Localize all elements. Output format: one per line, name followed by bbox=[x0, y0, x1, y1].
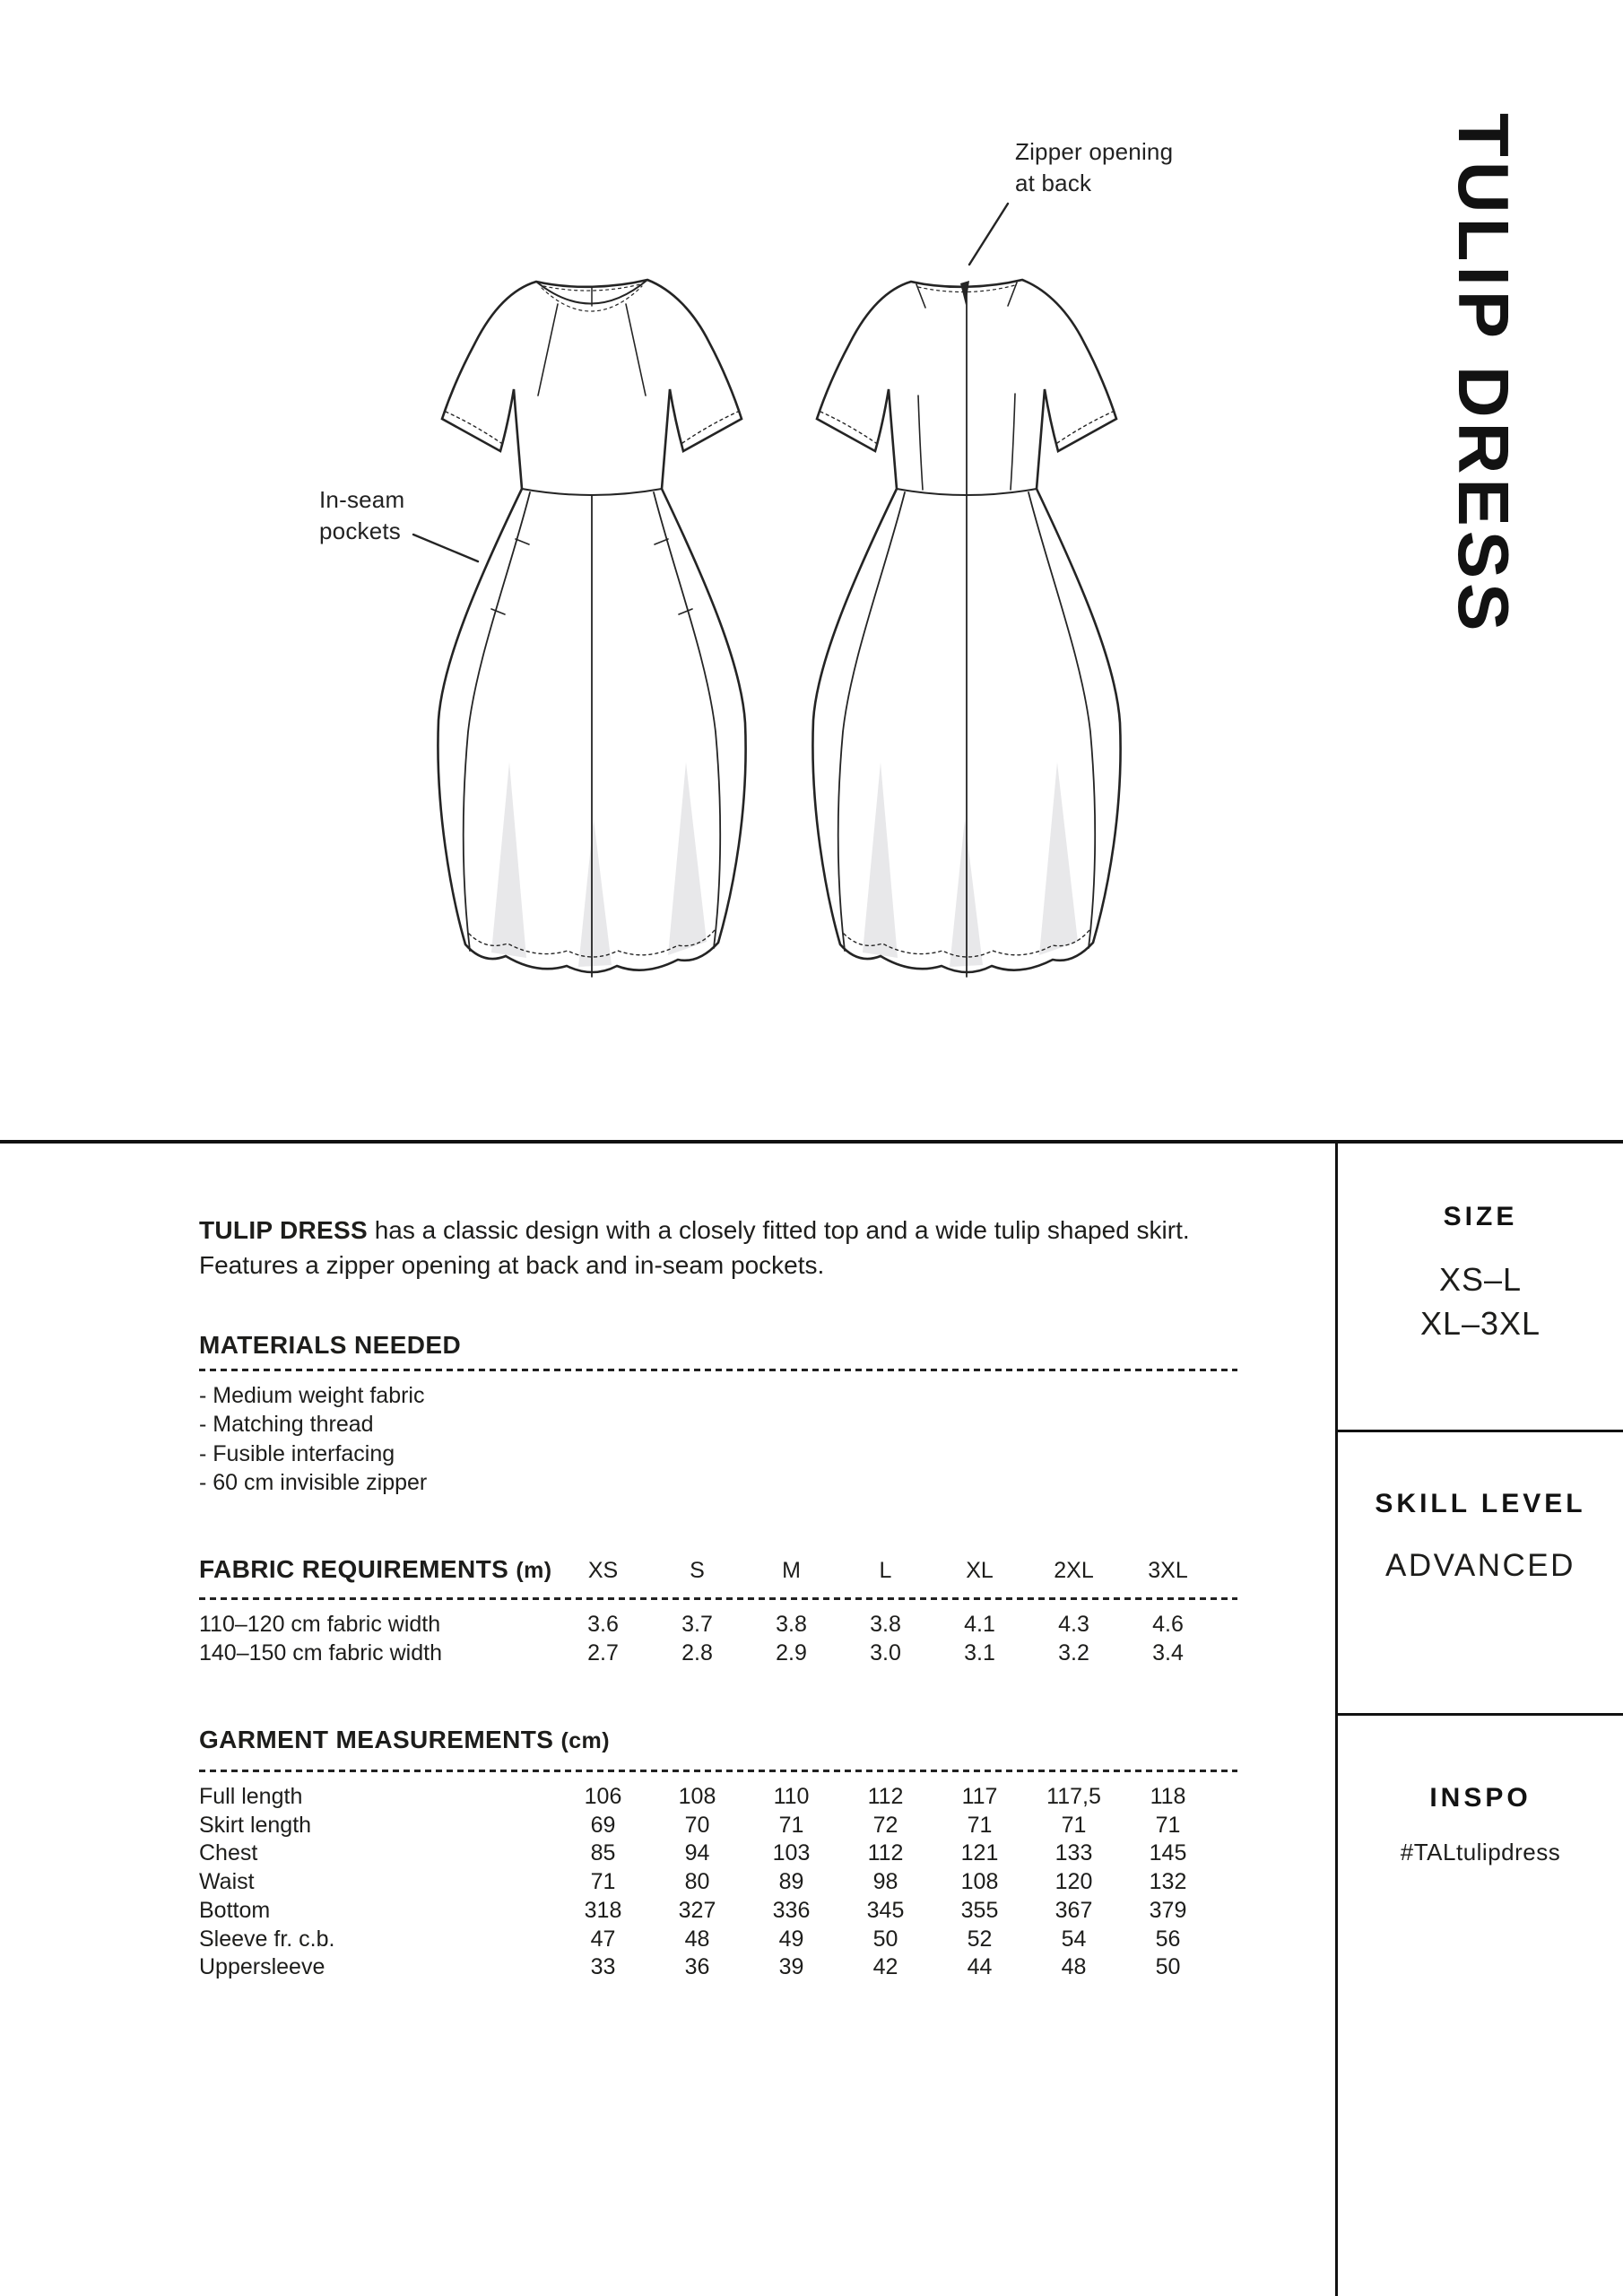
size-column-header: 2XL bbox=[1054, 1558, 1094, 1583]
size-column-header: S bbox=[690, 1558, 705, 1583]
description-body: has a classic design with a closely fitted top and a wide tulip shaped skirt. Features a zipper opening at back and in-seam pockets. bbox=[199, 1216, 1190, 1279]
sidebar-separator-1 bbox=[1338, 1430, 1623, 1432]
measurement-row-label: Waist bbox=[199, 1869, 255, 1895]
fabric-value-s: 2.8 bbox=[681, 1640, 713, 1665]
garment-measurements-unit: (cm) bbox=[560, 1728, 610, 1753]
fabric-value-l: 3.8 bbox=[870, 1612, 901, 1637]
measurement-value-s: 70 bbox=[684, 1812, 710, 1838]
materials-list bbox=[199, 1381, 427, 1498]
measurement-row-label: Skirt length bbox=[199, 1812, 312, 1838]
measurement-row-label: Chest bbox=[199, 1840, 258, 1866]
sidebar-skill-heading: SKILL LEVEL bbox=[1375, 1489, 1586, 1518]
materials-list-item: - Matching thread bbox=[199, 1412, 374, 1438]
annotation-pockets bbox=[319, 484, 404, 547]
fabric-value-l: 3.0 bbox=[870, 1640, 901, 1665]
fabric-table-row bbox=[199, 1639, 1221, 1667]
measurement-value-s: 80 bbox=[684, 1869, 710, 1895]
measurement-value-m: 89 bbox=[778, 1869, 804, 1895]
measurement-value-2xl: 71 bbox=[1061, 1812, 1087, 1838]
measurement-value-l: 98 bbox=[872, 1869, 898, 1895]
garment-measurements-table bbox=[199, 1783, 1221, 1982]
measurement-row-label: Sleeve fr. c.b. bbox=[199, 1926, 335, 1952]
measurement-value-2xl: 120 bbox=[1055, 1869, 1093, 1895]
measurement-value-l: 42 bbox=[872, 1954, 898, 1980]
measurement-value-3xl: 118 bbox=[1150, 1784, 1186, 1809]
annotation-zipper-line1: Zipper opening bbox=[1015, 138, 1174, 165]
fabric-requirements-header-row bbox=[199, 1555, 1221, 1584]
size-column-header: M bbox=[782, 1558, 801, 1583]
measurement-value-3xl: 132 bbox=[1149, 1869, 1187, 1895]
page-title-vertical: TULIP DRESS bbox=[1444, 113, 1523, 636]
measurement-value-2xl: 48 bbox=[1061, 1954, 1087, 1980]
fabric-value-3xl: 3.4 bbox=[1152, 1640, 1184, 1665]
divider-horizontal-main bbox=[0, 1140, 1623, 1144]
description-lead: TULIP DRESS bbox=[199, 1216, 368, 1244]
fabric-value-3xl: 4.6 bbox=[1152, 1612, 1184, 1637]
measurement-value-xs: 318 bbox=[584, 1897, 622, 1923]
size-column-header: L bbox=[879, 1558, 892, 1583]
measurement-value-xl: 121 bbox=[960, 1840, 999, 1866]
measurement-row-label: Bottom bbox=[199, 1897, 271, 1923]
measurement-value-3xl: 145 bbox=[1149, 1840, 1187, 1866]
sidebar-inspo-heading: INSPO bbox=[1429, 1783, 1532, 1813]
measurement-value-m: 336 bbox=[772, 1897, 811, 1923]
measurement-value-xl: 108 bbox=[960, 1869, 999, 1895]
fabric-value-2xl: 4.3 bbox=[1058, 1612, 1089, 1637]
fabric-requirements-heading: FABRIC REQUIREMENTS (m) bbox=[199, 1555, 552, 1583]
size-column-header: XS bbox=[587, 1558, 619, 1583]
measurement-value-xs: 47 bbox=[590, 1926, 616, 1952]
annotation-pockets-line2: pockets bbox=[319, 517, 402, 544]
sidebar-inspo-hashtag: #TALtulipdress bbox=[1400, 1839, 1561, 1866]
fabric-value-xs: 2.7 bbox=[587, 1640, 619, 1665]
zipper-leader-line bbox=[969, 204, 1008, 265]
fabric-value-s: 3.7 bbox=[681, 1612, 713, 1637]
measurement-value-xs: 71 bbox=[590, 1869, 616, 1895]
size-range-value: XS–L bbox=[1438, 1261, 1523, 1298]
measurement-value-xl: 52 bbox=[967, 1926, 993, 1952]
sidebar-size-heading: SIZE bbox=[1443, 1202, 1518, 1231]
measurement-value-m: 110 bbox=[773, 1784, 810, 1809]
measurement-table-row bbox=[199, 1953, 1221, 1982]
measurement-value-3xl: 71 bbox=[1155, 1812, 1181, 1838]
measurement-value-l: 345 bbox=[866, 1897, 905, 1923]
fabric-value-xs: 3.6 bbox=[587, 1612, 619, 1637]
sidebar-skill-value: ADVANCED bbox=[1385, 1548, 1575, 1583]
measurement-value-l: 72 bbox=[872, 1812, 898, 1838]
measurement-table-row bbox=[199, 1926, 1221, 1954]
measurement-value-xs: 33 bbox=[590, 1954, 616, 1980]
measurement-value-s: 48 bbox=[684, 1926, 710, 1952]
measurement-value-xl: 71 bbox=[967, 1812, 993, 1838]
measurement-value-s: 108 bbox=[678, 1784, 716, 1809]
measurement-value-m: 39 bbox=[778, 1954, 804, 1980]
garment-measurements-heading: GARMENT MEASUREMENTS (cm) bbox=[199, 1726, 610, 1753]
measurement-value-3xl: 379 bbox=[1149, 1897, 1187, 1923]
measurement-value-m: 49 bbox=[778, 1926, 804, 1952]
measurement-value-xl: 117 bbox=[961, 1784, 998, 1809]
measurement-value-s: 36 bbox=[684, 1954, 710, 1980]
pockets-leader-line bbox=[413, 535, 478, 561]
annotation-zipper bbox=[1015, 136, 1173, 199]
measurement-row-label: Uppersleeve bbox=[199, 1954, 325, 1980]
fabric-value-m: 2.9 bbox=[776, 1640, 807, 1665]
sidebar-separator-2 bbox=[1338, 1713, 1623, 1716]
fabric-requirements-table bbox=[199, 1610, 1221, 1667]
fabric-requirements-unit: (m) bbox=[516, 1558, 552, 1583]
measurement-table-row bbox=[199, 1812, 1221, 1840]
description-paragraph bbox=[199, 1213, 1239, 1283]
measurement-value-2xl: 117,5 bbox=[1046, 1784, 1101, 1809]
materials-list-item: - Medium weight fabric bbox=[199, 1383, 425, 1408]
fabric-value-2xl: 3.2 bbox=[1058, 1640, 1089, 1665]
measurement-value-l: 112 bbox=[867, 1840, 904, 1866]
measurement-value-2xl: 367 bbox=[1055, 1897, 1093, 1923]
size-column-header: 3XL bbox=[1148, 1558, 1188, 1583]
measurement-value-3xl: 56 bbox=[1155, 1926, 1181, 1952]
measurement-value-l: 50 bbox=[872, 1926, 898, 1952]
annotation-zipper-line2: at back bbox=[1015, 170, 1092, 196]
fabric-value-xl: 4.1 bbox=[964, 1612, 995, 1637]
measurement-value-2xl: 133 bbox=[1055, 1840, 1093, 1866]
measurement-value-s: 327 bbox=[678, 1897, 716, 1923]
measurement-value-2xl: 54 bbox=[1061, 1926, 1087, 1952]
measurement-value-xs: 85 bbox=[590, 1840, 616, 1866]
garment-divider-dashed bbox=[199, 1770, 1237, 1772]
measurement-value-m: 103 bbox=[772, 1840, 811, 1866]
materials-list-item: - 60 cm invisible zipper bbox=[199, 1470, 428, 1496]
measurement-value-xl: 355 bbox=[960, 1897, 999, 1923]
measurement-table-row bbox=[199, 1783, 1221, 1812]
size-range-value: XL–3XL bbox=[1419, 1305, 1541, 1342]
measurement-value-s: 94 bbox=[684, 1840, 710, 1866]
annotation-pockets-line1: In-seam bbox=[319, 486, 405, 513]
measurement-value-xl: 44 bbox=[967, 1954, 993, 1980]
size-column-header: XL bbox=[966, 1558, 994, 1583]
fabric-row-label: 110–120 cm fabric width bbox=[199, 1612, 441, 1637]
measurement-row-label: Full length bbox=[199, 1784, 303, 1809]
fabric-divider-dashed bbox=[199, 1597, 1237, 1600]
measurement-table-row bbox=[199, 1868, 1221, 1897]
materials-list-item: - Fusible interfacing bbox=[199, 1440, 395, 1466]
sidebar-size-values bbox=[1338, 1257, 1623, 1345]
measurement-table-row bbox=[199, 1839, 1221, 1868]
fabric-row-label: 140–150 cm fabric width bbox=[199, 1640, 442, 1665]
fabric-table-row bbox=[199, 1610, 1221, 1639]
materials-heading: MATERIALS NEEDED bbox=[199, 1331, 462, 1359]
fabric-value-m: 3.8 bbox=[776, 1612, 807, 1637]
materials-divider-dashed bbox=[199, 1369, 1237, 1371]
measurement-value-3xl: 50 bbox=[1155, 1954, 1181, 1980]
measurement-value-l: 112 bbox=[867, 1784, 904, 1809]
measurement-value-xs: 69 bbox=[590, 1812, 616, 1838]
fabric-value-xl: 3.1 bbox=[964, 1640, 995, 1665]
measurement-table-row bbox=[199, 1897, 1221, 1926]
measurement-value-m: 71 bbox=[778, 1812, 804, 1838]
measurement-value-xs: 106 bbox=[584, 1784, 622, 1809]
